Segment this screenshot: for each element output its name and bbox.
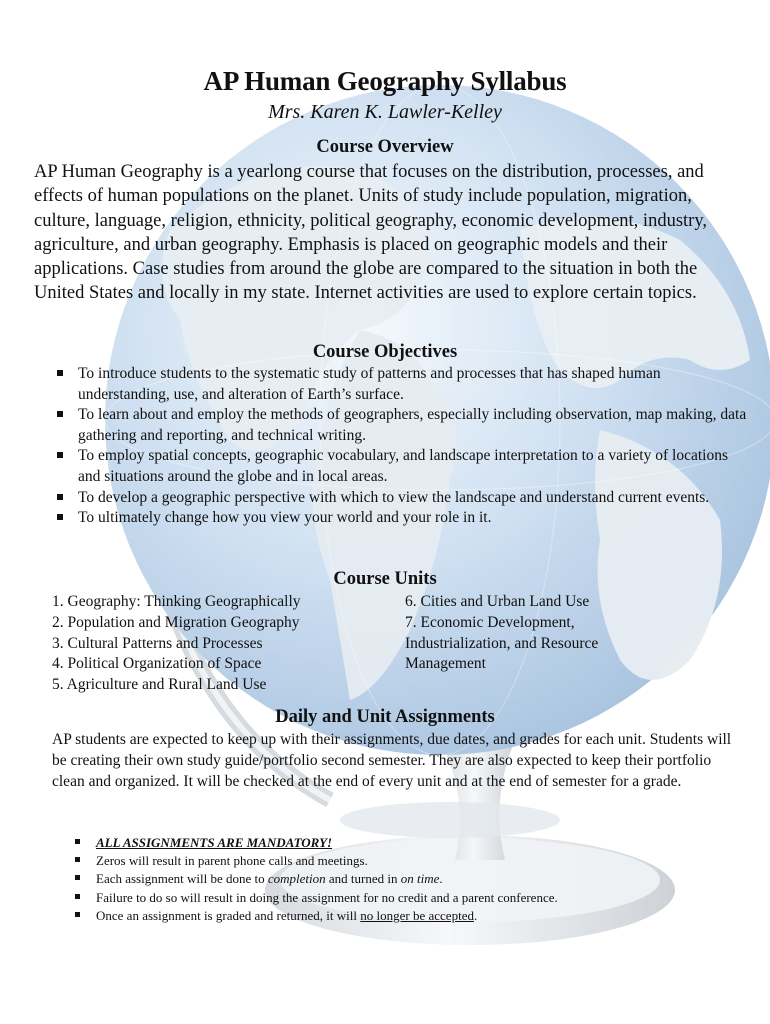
syllabus-title: AP Human Geography Syllabus — [203, 66, 567, 96]
objective-item: To introduce students to the systematic study of patterns and processes that has shaped human understanding, use, and alteration of Earth’s surface. — [78, 364, 750, 405]
assignments-paragraph: AP students are expected to keep up with their assignments, due dates, and grades for each unit. Students will be creating their own study guide/portfolio second semester. They are also expected to keep their portfolio clean and organized. It will be checked at the end of every unit and at the end of semester for a grade. — [52, 731, 732, 791]
rule-text: . — [473, 907, 478, 923]
overview-heading: Course Overview — [316, 137, 454, 157]
rule-text: . — [439, 871, 443, 887]
objectives-heading: Course Objectives — [312, 342, 458, 362]
unit-item: 5. Agriculture and Rural Land Use — [52, 676, 267, 694]
unit-item: 6. Cities and Urban Land Use — [405, 593, 590, 610]
rule-text: Once an assignment is graded and returned, it will — [96, 907, 361, 923]
units-heading: Course Units — [333, 569, 437, 589]
overview-paragraph: AP Human Geography is a yearlong course that focuses on the distribution, processes, and effects of human populations on the planet. Units of study include population, migration, culture, language, religion, ethnicity, political geography, economic development, industry, agriculture, and urban geography. Emphasis is placed on geographic models and their applications. Case studies from around the globe are compared to the situation in both the United States and locally in my state. Internet activities are used to explore certain topics. — [34, 162, 707, 304]
rule-emphasis: on time — [400, 871, 440, 887]
mandatory-notice: ALL ASSIGNMENTS ARE MANDATORY! — [96, 835, 333, 850]
units-list-left — [52, 592, 392, 696]
rule-item — [96, 834, 716, 852]
unit-item: Management — [405, 655, 486, 673]
units-list-right — [405, 592, 655, 675]
objective-item: To ultimately change how you view your world and your role in it. — [78, 508, 750, 529]
assignment-rules-list — [96, 834, 716, 925]
rule-emphasis: completion — [267, 871, 326, 887]
unit-item: 7. Economic Development, — [405, 613, 575, 631]
unit-item: Industrialization, and Resource — [405, 634, 599, 652]
unit-item: 2. Population and Migration Geography — [52, 613, 300, 631]
rule-item: Failure to do so will result in doing the assignment for no credit and a parent conference. — [96, 889, 716, 907]
rule-item — [96, 907, 716, 925]
assignments-heading: Daily and Unit Assignments — [275, 707, 495, 727]
objectives-list — [78, 364, 750, 529]
unit-item: 3. Cultural Patterns and Processes — [52, 634, 263, 652]
rule-item: Zeros will result in parent phone calls and meetings. — [96, 852, 716, 870]
rule-item — [96, 870, 716, 888]
unit-item: 4. Political Organization of Space — [52, 655, 262, 673]
rule-text: Each assignment will be done to — [96, 871, 268, 887]
objective-item: To learn about and employ the methods of geographers, especially including observation, map making, data gathering and reporting, and technical writing. — [78, 405, 750, 446]
teacher-name: Mrs. Karen K. Lawler-Kelley — [268, 101, 502, 123]
rule-underline: no longer be accepted — [360, 907, 474, 923]
unit-item: 1. Geography: Thinking Geographically — [52, 593, 301, 610]
objective-item: To employ spatial concepts, geographic vocabulary, and landscape interpretation to a variety of locations and situations around the globe and in local areas. — [78, 446, 750, 487]
rule-text: and turned in — [325, 871, 401, 887]
objective-item: To develop a geographic perspective with which to view the landscape and understand current events. — [78, 488, 750, 509]
